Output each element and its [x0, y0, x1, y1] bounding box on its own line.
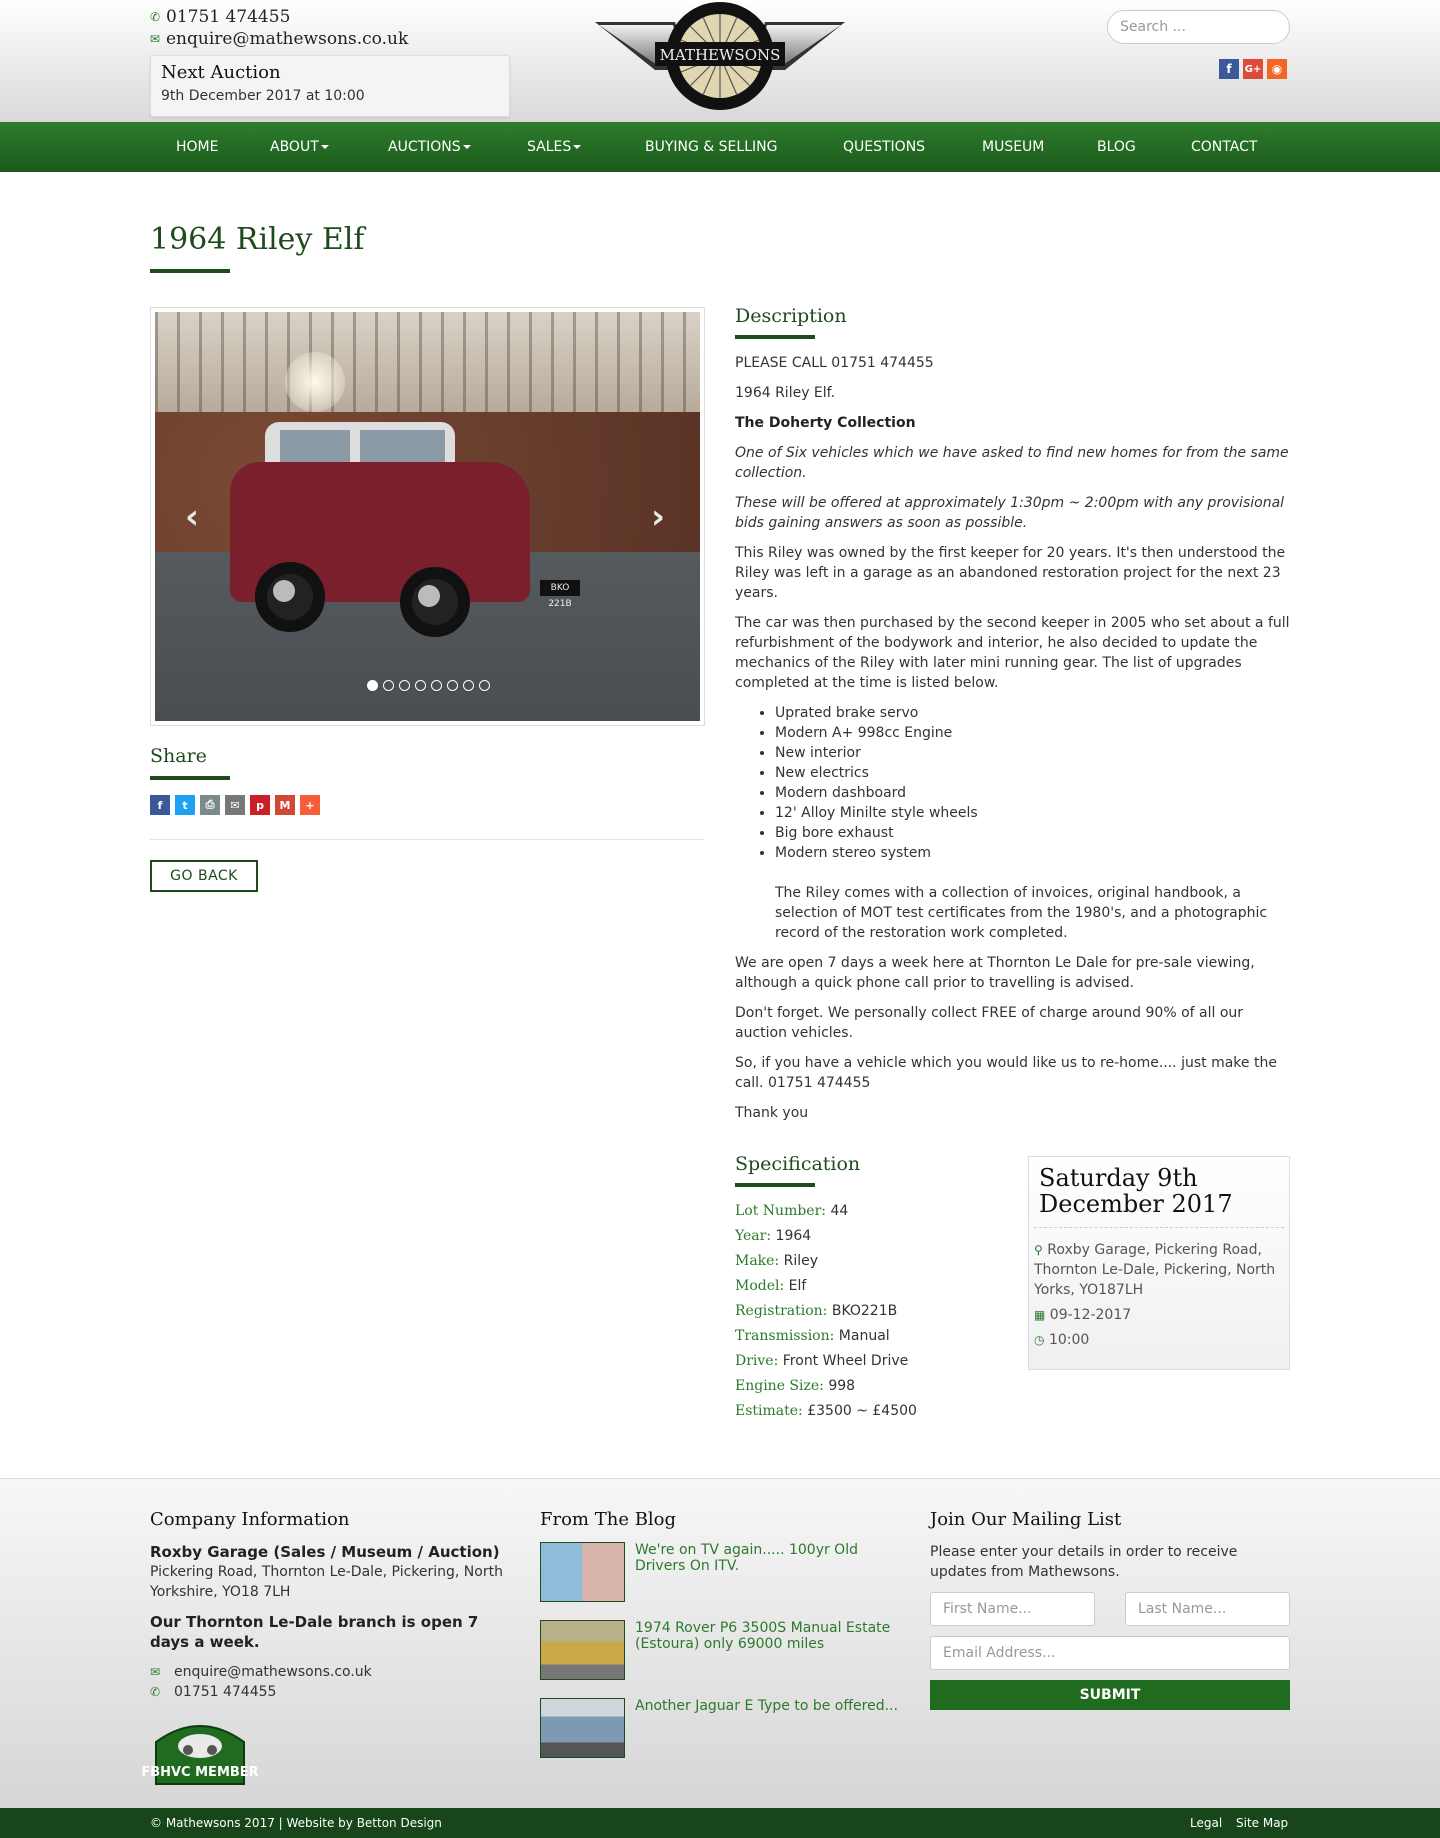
carousel-dot[interactable] — [383, 680, 394, 691]
pinterest-icon[interactable]: p — [250, 795, 270, 815]
spec-transmission: Transmission: Manual — [735, 1328, 890, 1344]
company-open: Our Thornton Le-Dale branch is open 7 days a week. — [150, 1613, 479, 1651]
gmail-icon[interactable]: M — [275, 795, 295, 815]
header-contact — [150, 6, 408, 50]
header-phone-text: 01751 474455 — [166, 7, 291, 27]
share-buttons — [150, 795, 320, 815]
map-marker-icon: ⚲ — [1034, 1243, 1043, 1257]
print-icon[interactable]: ⎙ — [200, 795, 220, 815]
nav-auctions[interactable] — [388, 122, 471, 172]
carousel-dot[interactable] — [463, 680, 474, 691]
company-info — [141, 1509, 510, 1788]
envelope-icon: ✉ — [150, 32, 161, 46]
nav-buying-selling[interactable] — [645, 122, 777, 172]
upgrades-list — [775, 703, 1290, 863]
mailing-list — [930, 1509, 1290, 1710]
carousel-next-icon[interactable]: › — [651, 497, 666, 537]
nav-auctions-label: AUCTIONS — [388, 139, 461, 155]
car-photo — [155, 312, 700, 721]
fbhvc-badge — [141, 1720, 259, 1784]
desc-paperwork: The Riley comes with a collection of invoices, original handbook, a selection of MOT test certificates from the 1980's, and a photographic record of the restoration work completed. — [775, 885, 1268, 941]
share-underline — [150, 776, 230, 780]
caret-down-icon — [321, 145, 329, 149]
caret-down-icon — [463, 145, 471, 149]
carousel-dot[interactable] — [367, 680, 378, 691]
nav-sales[interactable] — [527, 122, 581, 172]
divider — [150, 839, 705, 840]
share-heading: Share — [150, 745, 207, 767]
nav-buying-selling-label: BUYING & SELLING — [645, 139, 778, 155]
specification-heading: Specification — [735, 1153, 861, 1175]
nav-questions[interactable] — [843, 122, 925, 172]
nav-home[interactable] — [176, 122, 218, 172]
go-back-button[interactable]: GO BACK — [150, 860, 258, 892]
carousel-dot[interactable] — [399, 680, 410, 691]
blog-heading: From The Blog — [540, 1509, 677, 1530]
copyright: © Mathewsons 2017 | Website by Betton Design — [150, 1816, 442, 1830]
carousel-prev-icon[interactable]: ‹ — [185, 497, 200, 537]
description-underline — [735, 335, 815, 339]
blog-thumbnail[interactable] — [540, 1542, 625, 1602]
header-email[interactable] — [150, 28, 408, 50]
auction-date-box — [1028, 1156, 1290, 1370]
blog-post[interactable] — [540, 1620, 900, 1680]
google-plus-icon[interactable]: G+ — [1243, 59, 1263, 79]
blog-post-link[interactable]: We're on TV again..... 100yr Old Drivers On ITV. — [635, 1542, 858, 1574]
next-auction-box — [150, 55, 510, 117]
blog-section — [540, 1509, 900, 1776]
last-name-input[interactable]: Last Name... — [1125, 1592, 1290, 1626]
carousel-dot[interactable] — [431, 680, 442, 691]
nav-questions-label: QUESTIONS — [843, 139, 926, 155]
facebook-icon[interactable]: f — [1219, 59, 1239, 79]
title-underline — [150, 269, 230, 273]
nav-about-label: ABOUT — [270, 139, 319, 155]
desc-one-of-six: One of Six vehicles which we have asked to find new homes for from the same collection. — [735, 445, 1289, 481]
desc-thanks: Thank you — [735, 1105, 809, 1121]
spec-registration: Registration: BKO221B — [735, 1303, 898, 1319]
nav-museum[interactable] — [982, 122, 1044, 172]
spec-model: Model: Elf — [735, 1278, 807, 1294]
page-title: 1964 Riley Elf — [150, 222, 365, 257]
desc-timing: These will be offered at approximately 1:30pm ~ 2:00pm with any provisional bids gaining answers as soon as possible. — [735, 495, 1285, 531]
email-input[interactable]: Email Address... — [930, 1636, 1290, 1670]
company-address: Pickering Road, Thornton Le-Dale, Pickering, North Yorkshire, YO18 7LH — [150, 1564, 503, 1600]
desc-collection: The Doherty Collection — [735, 415, 916, 431]
nav-contact-label: CONTACT — [1191, 139, 1258, 155]
desc-rehome: So, if you have a vehicle which you would like us to re-home.... just make the call. 01751 474455 — [735, 1055, 1277, 1091]
blog-post[interactable] — [540, 1698, 900, 1758]
blog-thumbnail[interactable] — [540, 1698, 625, 1758]
nav-about[interactable] — [270, 122, 329, 172]
header-phone[interactable] — [150, 6, 408, 28]
footer-phone[interactable]: ✆ 01751 474455 — [150, 1684, 277, 1700]
site-footer — [0, 1478, 1440, 1808]
list-item: • Modern stereo system — [775, 843, 1290, 863]
auction-date: ▦ 09-12-2017 — [1034, 1307, 1132, 1323]
blog-post-link[interactable]: 1974 Rover P6 3500S Manual Estate (Estoura) only 69000 miles — [635, 1620, 891, 1652]
logo-text: MATHEWSONS — [659, 46, 781, 64]
blog-thumbnail[interactable] — [540, 1620, 625, 1680]
desc-call: PLEASE CALL 01751 474455 — [735, 355, 934, 371]
facebook-icon[interactable]: f — [150, 795, 170, 815]
calendar-icon: ▦ — [1034, 1308, 1046, 1322]
nav-museum-label: MUSEUM — [982, 139, 1045, 155]
first-name-input[interactable]: First Name... — [930, 1592, 1095, 1626]
nav-home-label: HOME — [176, 139, 219, 155]
phone-icon: ✆ — [150, 1685, 161, 1699]
header-email-text: enquire@mathewsons.co.uk — [166, 29, 409, 49]
photo-carousel — [150, 307, 705, 726]
phone-icon: ✆ — [150, 10, 161, 24]
envelope-icon: ✉ — [150, 1665, 161, 1679]
list-item: • Big bore exhaust — [775, 823, 1290, 843]
next-auction-title: Next Auction — [161, 62, 281, 83]
rss-icon[interactable]: ◉ — [1267, 59, 1287, 79]
list-item: • 12' Alloy Minilte style wheels — [775, 803, 1290, 823]
search-input[interactable]: Search ... — [1107, 10, 1290, 44]
mathewsons-logo[interactable] — [595, 0, 845, 112]
spec-engine-size: Engine Size: 998 — [735, 1378, 856, 1394]
desc-history: This Riley was owned by the first keeper for 20 years. It's then understood the Riley was left in a garage as an abandoned restoration project for the next 23 years. — [735, 545, 1286, 601]
submit-button[interactable]: SUBMIT — [930, 1680, 1290, 1710]
mailing-text: Please enter your details in order to receive updates from Mathewsons. — [930, 1544, 1238, 1580]
mailing-heading: Join Our Mailing List — [930, 1509, 1122, 1530]
nav-blog-label: BLOG — [1097, 139, 1136, 155]
description-section — [735, 305, 1290, 1133]
spec-estimate: Estimate: £3500 ~ £4500 — [735, 1403, 917, 1419]
spec-year: Year: 1964 — [735, 1228, 812, 1244]
desc-viewing: We are open 7 days a week here at Thornton Le Dale for pre-sale viewing, although a quick phone call prior to travelling is advised. — [735, 955, 1255, 991]
list-item: • New electrics — [775, 763, 1290, 783]
nav-contact[interactable] — [1191, 122, 1257, 172]
list-item: • Modern A+ 998cc Engine — [775, 723, 1290, 743]
more-icon[interactable]: + — [300, 795, 320, 815]
desc-intro: 1964 Riley Elf. — [735, 385, 836, 401]
auction-date-title: Saturday 9th December 2017 — [1034, 1165, 1284, 1228]
desc-collect: Don't forget. We personally collect FREE of charge around 90% of all our auction vehicles. — [735, 1005, 1244, 1041]
company-heading: Company Information — [150, 1509, 350, 1530]
specification-section — [735, 1153, 1005, 1424]
carousel-dot[interactable] — [479, 680, 490, 691]
list-item: • Modern dashboard — [775, 783, 1290, 803]
spec-lot-number: Lot Number: 44 — [735, 1203, 849, 1219]
caret-down-icon — [573, 145, 581, 149]
clock-icon: ◷ — [1034, 1333, 1045, 1347]
twitter-icon[interactable]: t — [175, 795, 195, 815]
description-heading: Description — [735, 305, 847, 327]
nav-sales-label: SALES — [527, 139, 572, 155]
auction-time: ◷ 10:00 — [1034, 1332, 1090, 1348]
main-nav — [0, 122, 1440, 172]
carousel-dot[interactable] — [415, 680, 426, 691]
site-header — [0, 0, 1440, 122]
company-name: Roxby Garage (Sales / Museum / Auction) — [150, 1543, 500, 1561]
specification-underline — [735, 1183, 815, 1187]
badge-text: FBHVC MEMBER — [141, 1765, 259, 1780]
spec-make: Make: Riley — [735, 1253, 819, 1269]
bottom-bar — [0, 1808, 1440, 1838]
number-plate: BKO 221B — [540, 580, 580, 596]
sitemap-link[interactable]: Site Map — [1236, 1816, 1289, 1830]
name-fields — [930, 1592, 1290, 1626]
nav-blog[interactable] — [1097, 122, 1136, 172]
footer-email[interactable]: ✉ enquire@mathewsons.co.uk — [150, 1664, 372, 1680]
carousel-dot[interactable] — [447, 680, 458, 691]
blog-post-link[interactable]: Another Jaguar E Type to be offered... — [635, 1698, 898, 1714]
spec-drive: Drive: Front Wheel Drive — [735, 1353, 909, 1369]
blog-post[interactable] — [540, 1542, 900, 1602]
next-auction-date: 9th December 2017 at 10:00 — [161, 88, 365, 104]
legal-link[interactable]: Legal — [1190, 1816, 1223, 1830]
header-social — [1219, 59, 1287, 79]
email-icon[interactable]: ✉ — [225, 795, 245, 815]
auction-location: ⚲ Roxby Garage, Pickering Road, Thornton Le-Dale, Pickering, North Yorks, YO187LH — [1034, 1242, 1276, 1298]
carousel-indicators — [367, 680, 490, 691]
list-item: • Uprated brake servo — [775, 703, 1290, 723]
desc-refurb: The car was then purchased by the second keeper in 2005 who set about a full refurbishment of the bodywork and interior, he also decided to update the mechanics of the Riley with later mini running gear. The list of upgrades completed at the time is listed below. — [735, 615, 1290, 691]
list-item: • New interior — [775, 743, 1290, 763]
